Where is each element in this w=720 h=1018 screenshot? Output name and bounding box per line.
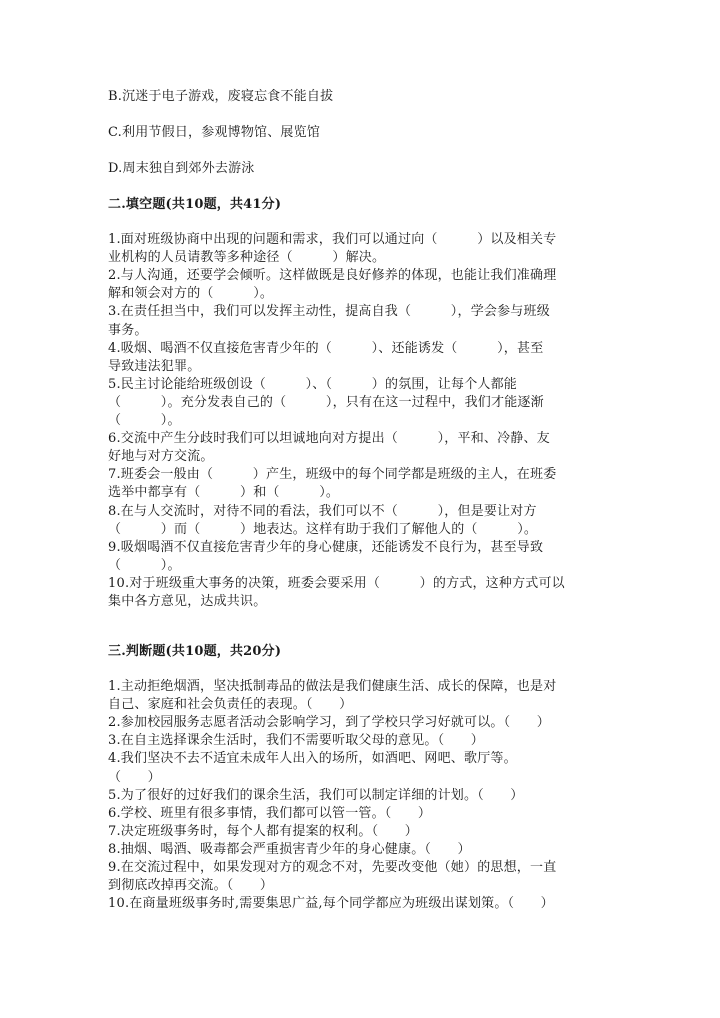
judge-question-line: 3.在自主选择课余生活时，我们不需要听取父母的意见。（ ） (108, 733, 484, 749)
judge-question-line: 4.我们坚决不去不适宜未成年人出入的场所，如酒吧、网吧、歌厅等。 (108, 751, 517, 767)
fill-question-line: 集中各方意见，达成共识。 (108, 594, 267, 609)
judge-question-line: 2.参加校园服务志愿者活动会影响学习，到了学校只学习好就可以。（ ） (108, 715, 550, 731)
fill-question-line: （ ）而（ ）地表达。这样有助于我们了解他人的（ ）。 (108, 521, 538, 537)
judge-question-line: 5.为了很好的过好我们的课余生活，我们可以制定详细的计划。（ ） (108, 787, 524, 803)
fill-question-line: 导致违法犯罪。 (108, 358, 201, 374)
option-b: B.沉迷于电子游戏，废寝忘食不能自拔 (108, 89, 334, 104)
judge-question-line: 到彻底改掉再交流。（ ） (108, 878, 274, 894)
fill-question-line: 3.在责任担当中，我们可以发挥主动性，提高自我（ ），学会参与班级 (108, 304, 550, 320)
option-c: C.利用节假日，参观博物馆、展览馆 (108, 125, 321, 140)
fill-question-line: 选举中都享有（ ）和（ ）。 (108, 485, 340, 501)
fill-question-line: 9.吸烟喝酒不仅直接危害青少年的身心健康，还能诱发不良行为，甚至导致 (108, 539, 544, 555)
fill-question-line: （ ）。 (108, 557, 181, 573)
fill-question-line: 2.与人沟通，还要学会倾听。这样做既是良好修养的体现，也能让我们准确理 (108, 268, 557, 284)
fill-question-line: （ ）。 (108, 413, 181, 428)
fill-question-line: 4.吸烟、喝酒不仅直接危害青少年的（ ）、还能诱发（ ），甚至 (108, 340, 544, 356)
fill-question-line: 5.民主讨论能给班级创设（ ）、（ ）的氛围，让每个人都能 (108, 376, 518, 392)
judge-question-line: 1.主动拒绝烟酒，坚决抵制毒品的做法是我们健康生活、成长的保障，也是对 (108, 679, 557, 694)
fill-question-line: 业机构的人员请教等多种途径（ ）解决。 (108, 250, 386, 266)
fill-question-line: 10.对于班级重大事务的决策，班委会要采用（ ）的方式，这种方式可以 (108, 575, 565, 591)
judge-section-heading: 三.判断题(共10题，共20分) (108, 644, 282, 659)
judge-question-line: 10.在商量班级事务时,需要集思广益,每个同学都应为班级出谋划策。（ ） (108, 896, 554, 912)
fill-question-line: 1.面对班级协商中出现的问题和需求，我们可以通过向（ ）以及相关专 (108, 232, 557, 247)
fill-question-line: （ ）。充分发表自己的（ ），只有在这一过程中，我们才能逐渐 (108, 394, 544, 410)
judge-question-line: 7.决定班级事务时，每个人都有提案的权利。（ ） (108, 823, 418, 839)
judge-question-line: 6.学校、班里有很多事情，我们都可以管一管。（ ） (108, 805, 432, 821)
fill-question-line: 8.在与人交流时，对待不同的看法，我们可以不（ ），但是要让对方 (108, 503, 537, 519)
fill-section-heading: 二.填空题(共10题，共41分) (108, 197, 282, 212)
fill-question-line: 解和领会对方的（ ）。 (108, 286, 274, 302)
judge-question-line: （ ） (108, 769, 161, 785)
fill-question-line: 事务。 (108, 322, 148, 338)
option-d: D.周末独自到郊外去游泳 (108, 161, 255, 176)
fill-question-line: 6.交流中产生分歧时我们可以坦诚地向对方提出（ ），平和、冷静、友 (108, 431, 550, 447)
judge-question-line: 8.抽烟、喝酒、吸毒都会严重损害青少年的身心健康。（ ） (108, 841, 471, 857)
judge-question-line: 9.在交流过程中，如果发现对方的观念不对，先要改变他（她）的思想，一直 (108, 860, 557, 875)
fill-question-line: 7.班委会一般由（ ）产生，班级中的每个同学都是班级的主人，在班委 (108, 467, 557, 483)
fill-question-line: 好地与对方交流。 (108, 449, 214, 465)
judge-question-line: 自己、家庭和社会负责任的表现。（ ） (108, 697, 353, 713)
